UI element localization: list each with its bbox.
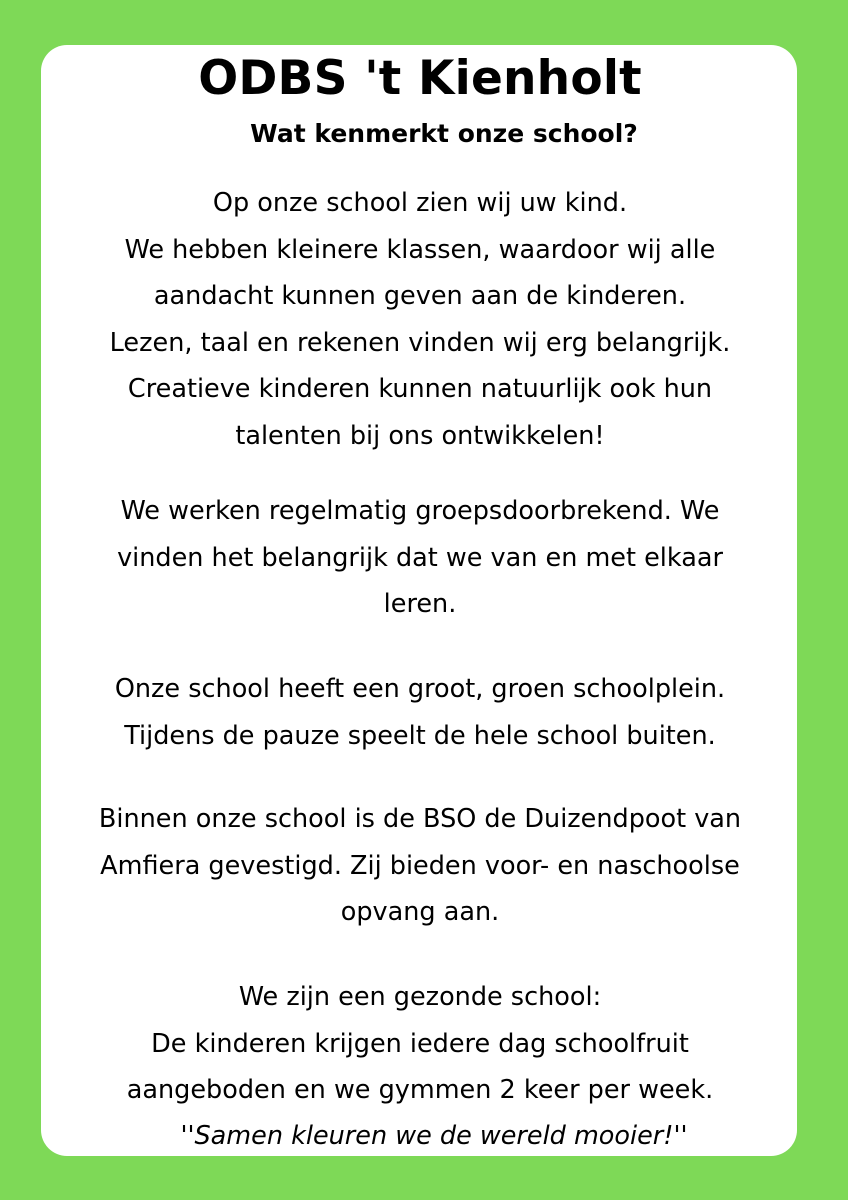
- bso-line: Binnen onze school is de BSO de Duizendpoot van: [98, 804, 742, 834]
- intro-line: Creatieve kinderen kunnen natuurlijk ook hun: [127, 374, 713, 404]
- school-motto: ''Samen kleuren we de wereld mooier!'': [180, 1121, 688, 1151]
- intro-paragraph: [0, 180, 840, 459]
- group-work-line: leren.: [383, 589, 457, 619]
- bso-line: Amfiera gevestigd. Zij bieden voor- en naschoolse: [100, 850, 740, 881]
- intro-line: Lezen, taal en rekenen vinden wij erg belangrijk.: [109, 327, 731, 358]
- intro-line: aandacht kunnen geven aan de kinderen.: [153, 281, 687, 311]
- intro-line: Op onze school zien wij uw kind.: [212, 188, 628, 218]
- schoolyard-line: Tijdens de pauze speelt de hele school buiten.: [124, 720, 716, 751]
- intro-line: talenten bij ons ontwikkelen!: [235, 420, 605, 451]
- school-name: ODBS 't Kienholt: [198, 51, 642, 106]
- schoolyard-paragraph: [0, 666, 840, 759]
- healthy-school-line: De kinderen krijgen iedere dag schoolfruit: [151, 1028, 689, 1059]
- group-work-line: vinden het belangrijk dat we van en met elkaar: [117, 542, 723, 573]
- bso-paragraph: [0, 796, 840, 936]
- bso-line: opvang aan.: [340, 897, 500, 927]
- group-work-line: We werken regelmatig groepsdoorbrekend. We: [120, 496, 720, 526]
- group-work-paragraph: [0, 488, 840, 628]
- healthy-school-line: We zijn een gezonde school:: [238, 982, 602, 1012]
- healthy-school-paragraph: [0, 974, 840, 1114]
- subtitle: Wat kenmerkt onze school?: [250, 119, 638, 148]
- schoolyard-line: Onze school heeft een groot, groen schoolplein.: [114, 674, 726, 704]
- healthy-school-line: aangeboden en we gymmen 2 keer per week.: [126, 1075, 714, 1105]
- intro-line: We hebben kleinere klassen, waardoor wij alle: [124, 234, 716, 265]
